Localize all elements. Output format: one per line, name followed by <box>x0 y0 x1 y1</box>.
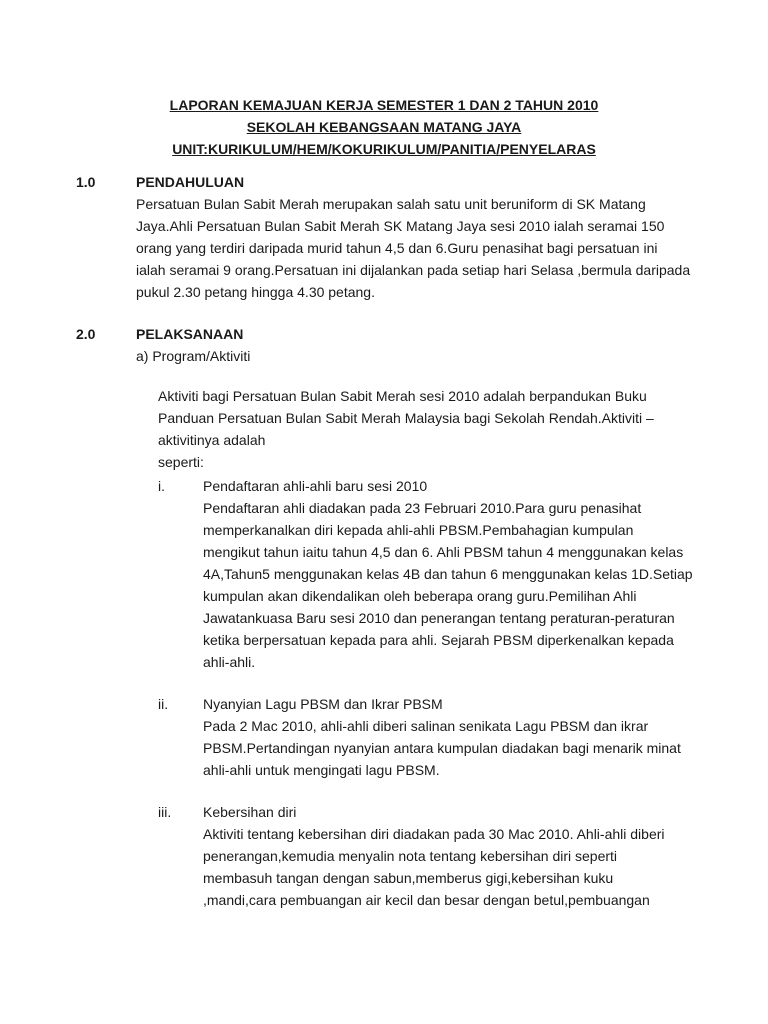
paragraph-line: 4A,Tahun5 menggunakan kelas 4B dan tahun 6 menggunakan kelas 1D.Setiap <box>203 566 693 582</box>
unit-line: UNIT:KURIKULUM/HEM/KOKURIKULUM/PANITIA/PENYELARAS <box>172 141 596 157</box>
paragraph-line: ahli-ahli. <box>203 654 256 670</box>
paragraph-line: Panduan Persatuan Bulan Sabit Merah Malaysia bagi Sekolah Rendah.Aktiviti – <box>158 410 654 426</box>
paragraph-line: Pendaftaran ahli diadakan pada 23 Februari 2010.Para guru penasihat <box>203 500 642 516</box>
subsection-heading: a) Program/Aktiviti <box>136 348 251 364</box>
paragraph-line: Aktiviti bagi Persatuan Bulan Sabit Merah sesi 2010 adalah berpandukan Buku <box>158 388 647 404</box>
paragraph-line: seperti: <box>158 454 204 470</box>
paragraph-line: penerangan,kemudia menyalin nota tentang kebersihan diri seperti <box>203 848 618 864</box>
section-paragraph <box>136 193 691 303</box>
paragraph-line: aktivitinya adalah <box>158 432 266 448</box>
paragraph-line: ahli-ahli untuk mengingati lagu PBSM. <box>203 762 440 778</box>
document-header <box>0 94 768 160</box>
item-body <box>203 715 703 781</box>
item-number: iii. <box>158 804 172 820</box>
section-number: 2.0 <box>76 326 96 342</box>
item-title: Kebersihan diri <box>203 804 297 820</box>
paragraph-line: pukul 2.30 petang hingga 4.30 petang. <box>136 284 375 300</box>
school-name: SEKOLAH KEBANGSAAN MATANG JAYA <box>246 119 522 135</box>
paragraph-line: kumpulan akan dikendalikan oleh beberapa orang guru.Pemilihan Ahli <box>203 588 637 604</box>
item-title: Pendaftaran ahli-ahli baru sesi 2010 <box>203 478 428 494</box>
item-number: ii. <box>158 696 169 712</box>
paragraph-line: orang yang terdiri daripada murid tahun 4,5 dan 6.Guru penasihat bagi persatuan ini <box>136 240 658 256</box>
paragraph-line: ketika berpersatuan kepada para ahli. Sejarah PBSM diperkenalkan kepada <box>203 632 674 648</box>
intro-paragraph <box>158 385 678 473</box>
paragraph-line: Jaya.Ahli Persatuan Bulan Sabit Merah SK Matang Jaya sesi 2010 ialah seramai 150 <box>136 218 665 234</box>
section-number: 1.0 <box>76 174 96 190</box>
paragraph-line: mengikut tahun iaitu tahun 4,5 dan 6. Ahli PBSM tahun 4 menggunakan kelas <box>203 544 684 560</box>
paragraph-line: Pada 2 Mac 2010, ahli-ahli diberi salinan senikata Lagu PBSM dan ikrar <box>203 718 649 734</box>
section-title: PENDAHULUAN <box>136 174 245 190</box>
report-title: LAPORAN KEMAJUAN KERJA SEMESTER 1 DAN 2 TAHUN 2010 <box>169 97 599 113</box>
item-title: Nyanyian Lagu PBSM dan Ikrar PBSM <box>203 696 443 712</box>
paragraph-line: ialah seramai 9 orang.Persatuan ini dijalankan pada setiap hari Selasa ,bermula daripada <box>136 262 691 278</box>
paragraph-line: PBSM.Pertandingan nyanyian antara kumpulan diadakan bagi menarik minat <box>203 740 681 756</box>
paragraph-line: ,mandi,cara pembuangan air kecil dan besar dengan betul,pembuangan <box>203 892 650 908</box>
paragraph-line: Aktiviti tentang kebersihan diri diadakan pada 30 Mac 2010. Ahli-ahli diberi <box>203 826 665 842</box>
item-body <box>203 823 703 911</box>
item-number: i. <box>158 478 165 494</box>
paragraph-line: membasuh tangan dengan sabun,memberus gigi,kebersihan kuku <box>203 870 614 886</box>
paragraph-line: Persatuan Bulan Sabit Merah merupakan salah satu unit beruniform di SK Matang <box>136 196 646 212</box>
paragraph-line: Jawatankuasa Baru sesi 2010 dan penerangan tentang peraturan-peraturan <box>203 610 675 626</box>
paragraph-line: memperkanalkan diri kepada ahli-ahli PBSM.Pembahagian kumpulan <box>203 522 634 538</box>
section-title: PELAKSANAAN <box>136 326 244 342</box>
item-body <box>203 497 703 673</box>
